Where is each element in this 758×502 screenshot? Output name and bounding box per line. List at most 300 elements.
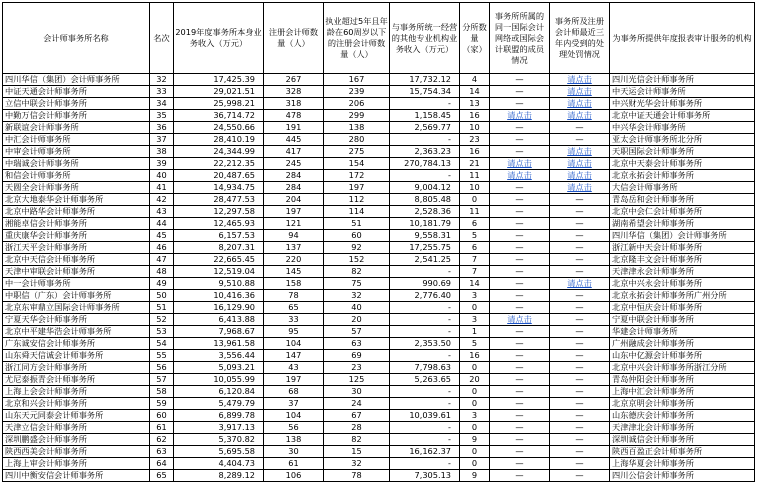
rank-cell: 42 xyxy=(150,194,174,206)
branch-count-cell: 0 xyxy=(460,194,490,206)
cpa-count-cell: 37 xyxy=(264,398,324,410)
rank-cell: 32 xyxy=(150,74,174,86)
intl-network-cell: — xyxy=(490,290,550,302)
intl-network-cell: — xyxy=(490,254,550,266)
cpa-count-cell: 284 xyxy=(264,182,324,194)
table-row xyxy=(3,338,755,350)
audit-institution-cell: 四川华信（集团）会计师事务所 xyxy=(610,230,755,242)
intl-network-cell: — xyxy=(490,338,550,350)
cpa-count-cell: 61 xyxy=(264,458,324,470)
header-row xyxy=(3,3,755,74)
cpa-count-cell: 417 xyxy=(264,146,324,158)
network-revenue-cell: - xyxy=(390,134,460,146)
intl-network-cell: — xyxy=(490,194,550,206)
branch-count-cell: 0 xyxy=(460,362,490,374)
penalty-cell: — xyxy=(550,194,610,206)
network-revenue-cell: - xyxy=(390,422,460,434)
intl-network-cell: — xyxy=(490,122,550,134)
table-row xyxy=(3,290,755,302)
revenue-cell: 12,465.93 xyxy=(174,218,264,230)
firm-name-cell: 中一会计师事务所 xyxy=(3,278,150,290)
table-row xyxy=(3,314,755,326)
firm-name-cell: 浙江天平会计师事务所 xyxy=(3,242,150,254)
network-revenue-cell: 270,784.13 xyxy=(390,158,460,170)
branch-count-cell: 5 xyxy=(460,338,490,350)
penalty-cell: — xyxy=(550,314,610,326)
network-revenue-cell: 8,805.48 xyxy=(390,194,460,206)
rank-cell: 62 xyxy=(150,434,174,446)
header-branches: 分所数量（家） xyxy=(460,3,490,74)
revenue-cell: 5,093.21 xyxy=(174,362,264,374)
rank-cell: 60 xyxy=(150,410,174,422)
intl-network-cell: — xyxy=(490,266,550,278)
audit-institution-cell: 中天运会计师事务所 xyxy=(610,86,755,98)
branch-count-cell: 0 xyxy=(460,458,490,470)
over60-cell: 138 xyxy=(324,122,390,134)
revenue-cell: 20,487.65 xyxy=(174,170,264,182)
table-row xyxy=(3,458,755,470)
audit-institution-cell: 亚太会计师事务所北分所 xyxy=(610,134,755,146)
network-revenue-cell: 7,305.13 xyxy=(390,470,460,482)
audit-institution-cell: 天津津北会计师事务所 xyxy=(610,422,755,434)
network-revenue-cell: - xyxy=(390,170,460,182)
network-revenue-cell: - xyxy=(390,98,460,110)
firm-name-cell: 中职信（广东）会计师事务所 xyxy=(3,290,150,302)
intl-network-cell xyxy=(490,170,550,182)
cpa-count-cell: 30 xyxy=(264,446,324,458)
penalty-cell-link[interactable]: 请点击 xyxy=(567,146,592,156)
rank-cell: 49 xyxy=(150,278,174,290)
network-revenue-cell: - xyxy=(390,398,460,410)
network-revenue-cell: - xyxy=(390,458,460,470)
cpa-count-cell: 65 xyxy=(264,302,324,314)
over60-cell: 275 xyxy=(324,146,390,158)
penalty-cell-link[interactable]: 请点击 xyxy=(567,170,592,180)
table-row xyxy=(3,302,755,314)
rank-cell: 52 xyxy=(150,314,174,326)
penalty-cell xyxy=(550,158,610,170)
penalty-cell: — xyxy=(550,302,610,314)
intl-network-cell: — xyxy=(490,422,550,434)
over60-cell: 172 xyxy=(324,170,390,182)
penalty-cell: — xyxy=(550,362,610,374)
audit-institution-cell: 北京中天泰会计师事务所 xyxy=(610,158,755,170)
rank-cell: 54 xyxy=(150,338,174,350)
table-row xyxy=(3,326,755,338)
penalty-cell xyxy=(550,170,610,182)
intl-network-cell: — xyxy=(490,326,550,338)
penalty-cell: — xyxy=(550,410,610,422)
table-row xyxy=(3,170,755,182)
intl-network-cell: — xyxy=(490,74,550,86)
penalty-cell: — xyxy=(550,218,610,230)
penalty-cell-link[interactable]: 请点击 xyxy=(567,278,592,288)
cpa-count-cell: 56 xyxy=(264,422,324,434)
network-revenue-cell: 5,263.65 xyxy=(390,374,460,386)
over60-cell: 32 xyxy=(324,458,390,470)
audit-institution-cell: 北京中会仁会计师事务所 xyxy=(610,206,755,218)
intl-network-cell: — xyxy=(490,86,550,98)
penalty-cell: — xyxy=(550,242,610,254)
rank-cell: 57 xyxy=(150,374,174,386)
over60-cell: 206 xyxy=(324,98,390,110)
cpa-count-cell: 33 xyxy=(264,314,324,326)
table-row xyxy=(3,362,755,374)
firm-name-cell: 深圳鹏盛会计师事务所 xyxy=(3,434,150,446)
revenue-cell: 6,413.88 xyxy=(174,314,264,326)
intl-network-cell-link[interactable]: 请点击 xyxy=(507,110,532,120)
firm-name-cell: 新联谊会计师事务所 xyxy=(3,122,150,134)
over60-cell: 82 xyxy=(324,266,390,278)
rank-cell: 34 xyxy=(150,98,174,110)
audit-institution-cell: 北京中恒庆会计师事务所 xyxy=(610,302,755,314)
penalty-cell: — xyxy=(550,422,610,434)
rank-cell: 45 xyxy=(150,230,174,242)
branch-count-cell: 0 xyxy=(460,446,490,458)
penalty-cell: — xyxy=(550,290,610,302)
cpa-count-cell: 147 xyxy=(264,350,324,362)
intl-network-cell xyxy=(490,110,550,122)
firm-name-cell: 和信会计师事务所 xyxy=(3,170,150,182)
network-revenue-cell: 17,255.75 xyxy=(390,242,460,254)
penalty-cell-link[interactable]: 请点击 xyxy=(567,98,592,108)
rank-cell: 35 xyxy=(150,110,174,122)
firm-name-cell: 山东舜天信诚会计师事务所 xyxy=(3,350,150,362)
revenue-cell: 25,998.21 xyxy=(174,98,264,110)
revenue-cell: 22,665.45 xyxy=(174,254,264,266)
rank-cell: 44 xyxy=(150,218,174,230)
firm-name-cell: 四川中衡安信会计师事务所 xyxy=(3,470,150,482)
revenue-cell: 14,934.75 xyxy=(174,182,264,194)
over60-cell: 125 xyxy=(324,374,390,386)
cpa-count-cell: 94 xyxy=(264,230,324,242)
over60-cell: 114 xyxy=(324,206,390,218)
firm-name-cell: 北京中平建华浩会计师事务所 xyxy=(3,326,150,338)
branch-count-cell: 16 xyxy=(460,350,490,362)
rank-cell: 55 xyxy=(150,350,174,362)
penalty-cell: — xyxy=(550,134,610,146)
over60-cell: 239 xyxy=(324,86,390,98)
intl-network-cell: — xyxy=(490,458,550,470)
firm-name-cell: 中汇会计师事务所 xyxy=(3,134,150,146)
cpa-count-cell: 137 xyxy=(264,242,324,254)
table-row xyxy=(3,182,755,194)
audit-institution-cell: 天津津永会计师事务所 xyxy=(610,266,755,278)
over60-cell: 24 xyxy=(324,398,390,410)
table-row xyxy=(3,398,755,410)
firm-name-cell: 中证天通会计师事务所 xyxy=(3,86,150,98)
intl-network-cell: — xyxy=(490,362,550,374)
branch-count-cell: 0 xyxy=(460,422,490,434)
audit-institution-cell: 北京永拓会计师事务所 xyxy=(610,170,755,182)
cpa-count-cell: 138 xyxy=(264,434,324,446)
firm-name-cell: 广东诚安信会计师事务所 xyxy=(3,338,150,350)
table-row xyxy=(3,146,755,158)
cpa-count-cell: 197 xyxy=(264,206,324,218)
rank-cell: 51 xyxy=(150,302,174,314)
firm-name-cell: 上海上审会计师事务所 xyxy=(3,458,150,470)
over60-cell: 152 xyxy=(324,254,390,266)
header-intl-network: 事务所所属的同一国际会计网络或国际会计联盟的成员情况 xyxy=(490,3,550,74)
network-revenue-cell: 2,528.36 xyxy=(390,206,460,218)
audit-institution-cell: 北京中证天通会计师事务所 xyxy=(610,110,755,122)
header-rank: 名次 xyxy=(150,3,174,74)
rank-cell: 61 xyxy=(150,422,174,434)
penalty-cell: — xyxy=(550,326,610,338)
table-row xyxy=(3,386,755,398)
cpa-count-cell: 106 xyxy=(264,470,324,482)
table-row xyxy=(3,278,755,290)
rank-cell: 43 xyxy=(150,206,174,218)
audit-institution-cell: 山东德庆会计师事务所 xyxy=(610,410,755,422)
intl-network-cell-link[interactable]: 请点击 xyxy=(507,158,532,168)
over60-cell: 32 xyxy=(324,290,390,302)
firm-ranking-table xyxy=(2,2,755,482)
rank-cell: 36 xyxy=(150,122,174,134)
penalty-cell xyxy=(550,74,610,86)
revenue-cell: 24,344.99 xyxy=(174,146,264,158)
firm-name-cell: 山东天元同泰会计师事务所 xyxy=(3,410,150,422)
revenue-cell: 4,404.73 xyxy=(174,458,264,470)
audit-institution-cell: 上海中汇会计师事务所 xyxy=(610,386,755,398)
over60-cell: 167 xyxy=(324,74,390,86)
network-revenue-cell: 7,798.63 xyxy=(390,362,460,374)
branch-count-cell: 0 xyxy=(460,398,490,410)
over60-cell: 20 xyxy=(324,314,390,326)
table-row xyxy=(3,374,755,386)
over60-cell: 28 xyxy=(324,422,390,434)
table-row xyxy=(3,410,755,422)
over60-cell: 23 xyxy=(324,362,390,374)
branch-count-cell: 11 xyxy=(460,170,490,182)
intl-network-cell: — xyxy=(490,386,550,398)
rank-cell: 47 xyxy=(150,254,174,266)
branch-count-cell: 23 xyxy=(460,134,490,146)
intl-network-cell: — xyxy=(490,398,550,410)
over60-cell: 75 xyxy=(324,278,390,290)
cpa-count-cell: 95 xyxy=(264,326,324,338)
intl-network-cell: — xyxy=(490,278,550,290)
revenue-cell: 16,129.90 xyxy=(174,302,264,314)
cpa-count-cell: 220 xyxy=(264,254,324,266)
penalty-cell: — xyxy=(550,434,610,446)
network-revenue-cell: - xyxy=(390,314,460,326)
network-revenue-cell: - xyxy=(390,386,460,398)
revenue-cell: 5,695.58 xyxy=(174,446,264,458)
branch-count-cell: 0 xyxy=(460,302,490,314)
cpa-count-cell: 121 xyxy=(264,218,324,230)
branch-count-cell: 9 xyxy=(460,470,490,482)
penalty-cell: — xyxy=(550,350,610,362)
firm-name-cell: 中审会计师事务所 xyxy=(3,146,150,158)
table-row xyxy=(3,242,755,254)
audit-institution-cell: 北京永拓会计师事务所广州分所 xyxy=(610,290,755,302)
revenue-cell: 22,212.35 xyxy=(174,158,264,170)
penalty-cell: — xyxy=(550,470,610,482)
branch-count-cell: 1 xyxy=(460,326,490,338)
table-row xyxy=(3,98,755,110)
over60-cell: 67 xyxy=(324,410,390,422)
penalty-cell-link[interactable]: 请点击 xyxy=(567,110,592,120)
audit-institution-cell: 宁夏中联会计师事务所 xyxy=(610,314,755,326)
table-row xyxy=(3,218,755,230)
over60-cell: 78 xyxy=(324,470,390,482)
revenue-cell: 3,556.44 xyxy=(174,350,264,362)
over60-cell: 57 xyxy=(324,326,390,338)
firm-name-cell: 尤尼泰振青会计师事务所 xyxy=(3,374,150,386)
cpa-count-cell: 197 xyxy=(264,374,324,386)
table-row xyxy=(3,254,755,266)
over60-cell: 40 xyxy=(324,302,390,314)
penalty-cell-link[interactable]: 请点击 xyxy=(567,182,592,192)
revenue-cell: 12,519.04 xyxy=(174,266,264,278)
rank-cell: 50 xyxy=(150,290,174,302)
intl-network-cell xyxy=(490,158,550,170)
branch-count-cell: 0 xyxy=(460,386,490,398)
penalty-cell xyxy=(550,110,610,122)
firm-name-cell: 中瑞诚会计师事务所 xyxy=(3,158,150,170)
network-revenue-cell: 990.69 xyxy=(390,278,460,290)
firm-name-cell: 北京和兴会计师事务所 xyxy=(3,398,150,410)
firm-name-cell: 陕西西美会计师事务所 xyxy=(3,446,150,458)
cpa-count-cell: 267 xyxy=(264,74,324,86)
network-revenue-cell: 9,004.12 xyxy=(390,182,460,194)
revenue-cell: 10,416.36 xyxy=(174,290,264,302)
network-revenue-cell: 2,569.77 xyxy=(390,122,460,134)
revenue-cell: 24,550.66 xyxy=(174,122,264,134)
intl-network-cell-link[interactable]: 请点击 xyxy=(507,170,532,180)
revenue-cell: 6,157.53 xyxy=(174,230,264,242)
over60-cell: 51 xyxy=(324,218,390,230)
table-row xyxy=(3,422,755,434)
penalty-cell-link[interactable]: 请点击 xyxy=(567,158,592,168)
cpa-count-cell: 318 xyxy=(264,98,324,110)
audit-institution-cell: 四川公信会计师事务所 xyxy=(610,470,755,482)
branch-count-cell: 7 xyxy=(460,266,490,278)
revenue-cell: 5,370.82 xyxy=(174,434,264,446)
rank-cell: 37 xyxy=(150,134,174,146)
cpa-count-cell: 43 xyxy=(264,362,324,374)
penalty-cell-link[interactable]: 请点击 xyxy=(567,86,592,96)
table-row xyxy=(3,350,755,362)
intl-network-cell: — xyxy=(490,230,550,242)
network-revenue-cell: 15,754.34 xyxy=(390,86,460,98)
intl-network-cell: — xyxy=(490,470,550,482)
audit-institution-cell: 湖南希望会计师事务所 xyxy=(610,218,755,230)
over60-cell: 82 xyxy=(324,434,390,446)
rank-cell: 53 xyxy=(150,326,174,338)
branch-count-cell: 14 xyxy=(460,86,490,98)
table-row xyxy=(3,86,755,98)
revenue-cell: 7,968.67 xyxy=(174,326,264,338)
audit-institution-cell: 浙江新中天会计师事务所 xyxy=(610,242,755,254)
cpa-count-cell: 328 xyxy=(264,86,324,98)
penalty-cell: — xyxy=(550,446,610,458)
penalty-cell xyxy=(550,182,610,194)
header-audit-institutions: 为事务所提供年度报表审计服务的机构 xyxy=(610,3,755,74)
audit-institution-cell: 广州融成会计师事务所 xyxy=(610,338,755,350)
cpa-count-cell: 78 xyxy=(264,290,324,302)
table-row xyxy=(3,446,755,458)
audit-institution-cell: 陕西百盈正会计师事务所 xyxy=(610,446,755,458)
table-row xyxy=(3,434,755,446)
rank-cell: 59 xyxy=(150,398,174,410)
rank-cell: 38 xyxy=(150,146,174,158)
network-revenue-cell: 2,353.50 xyxy=(390,338,460,350)
rank-cell: 56 xyxy=(150,362,174,374)
branch-count-cell: 3 xyxy=(460,290,490,302)
firm-name-cell: 北京大地泰华会计师事务所 xyxy=(3,194,150,206)
network-revenue-cell: 2,776.40 xyxy=(390,290,460,302)
intl-network-cell: — xyxy=(490,434,550,446)
branch-count-cell: 11 xyxy=(460,206,490,218)
penalty-cell: — xyxy=(550,398,610,410)
rank-cell: 40 xyxy=(150,170,174,182)
audit-institution-cell: 青岛岳和会计师事务所 xyxy=(610,194,755,206)
over60-cell: 154 xyxy=(324,158,390,170)
network-revenue-cell: 2,541.25 xyxy=(390,254,460,266)
rank-cell: 64 xyxy=(150,458,174,470)
table-row xyxy=(3,194,755,206)
revenue-cell: 28,410.19 xyxy=(174,134,264,146)
cpa-count-cell: 191 xyxy=(264,122,324,134)
over60-cell: 60 xyxy=(324,230,390,242)
intl-network-cell: — xyxy=(490,134,550,146)
audit-institution-cell: 大信会计师事务所 xyxy=(610,182,755,194)
intl-network-cell: — xyxy=(490,146,550,158)
network-revenue-cell: 10,039.61 xyxy=(390,410,460,422)
branch-count-cell: 3 xyxy=(460,410,490,422)
intl-network-cell-link[interactable]: 请点击 xyxy=(507,314,532,324)
revenue-cell: 29,021.51 xyxy=(174,86,264,98)
cpa-count-cell: 68 xyxy=(264,386,324,398)
network-revenue-cell: - xyxy=(390,266,460,278)
over60-cell: 30 xyxy=(324,386,390,398)
audit-institution-cell: 青岛仲阳会计师事务所 xyxy=(610,374,755,386)
revenue-cell: 5,479.79 xyxy=(174,398,264,410)
firm-name-cell: 北京中天信会计师事务所 xyxy=(3,254,150,266)
rank-cell: 58 xyxy=(150,386,174,398)
branch-count-cell: 21 xyxy=(460,158,490,170)
firm-name-cell: 四川华信（集团）会计师事务所 xyxy=(3,74,150,86)
penalty-cell: — xyxy=(550,374,610,386)
over60-cell: 69 xyxy=(324,350,390,362)
branch-count-cell: 20 xyxy=(460,374,490,386)
penalty-cell: — xyxy=(550,266,610,278)
cpa-count-cell: 478 xyxy=(264,110,324,122)
audit-institution-cell: 北京京明会计师事务所 xyxy=(610,398,755,410)
revenue-cell: 8,289.12 xyxy=(174,470,264,482)
cpa-count-cell: 445 xyxy=(264,134,324,146)
table-row xyxy=(3,110,755,122)
network-revenue-cell: 17,732.12 xyxy=(390,74,460,86)
audit-institution-cell: 北京中兴会计师事务所浙江分所 xyxy=(610,362,755,374)
intl-network-cell: — xyxy=(490,302,550,314)
branch-count-cell: 3 xyxy=(460,314,490,326)
penalty-cell-link[interactable]: 请点击 xyxy=(567,74,592,84)
penalty-cell xyxy=(550,278,610,290)
audit-institution-cell: 山东中亿源会计师事务所 xyxy=(610,350,755,362)
audit-institution-cell: 北京隆丰文会计师事务所 xyxy=(610,254,755,266)
table-row xyxy=(3,470,755,482)
network-revenue-cell: 2,363.23 xyxy=(390,146,460,158)
intl-network-cell: — xyxy=(490,410,550,422)
network-revenue-cell: 10,181.79 xyxy=(390,218,460,230)
over60-cell: 15 xyxy=(324,446,390,458)
audit-institution-cell: 中兴华会计师事务所 xyxy=(610,122,755,134)
branch-count-cell: 5 xyxy=(460,230,490,242)
penalty-cell xyxy=(550,146,610,158)
